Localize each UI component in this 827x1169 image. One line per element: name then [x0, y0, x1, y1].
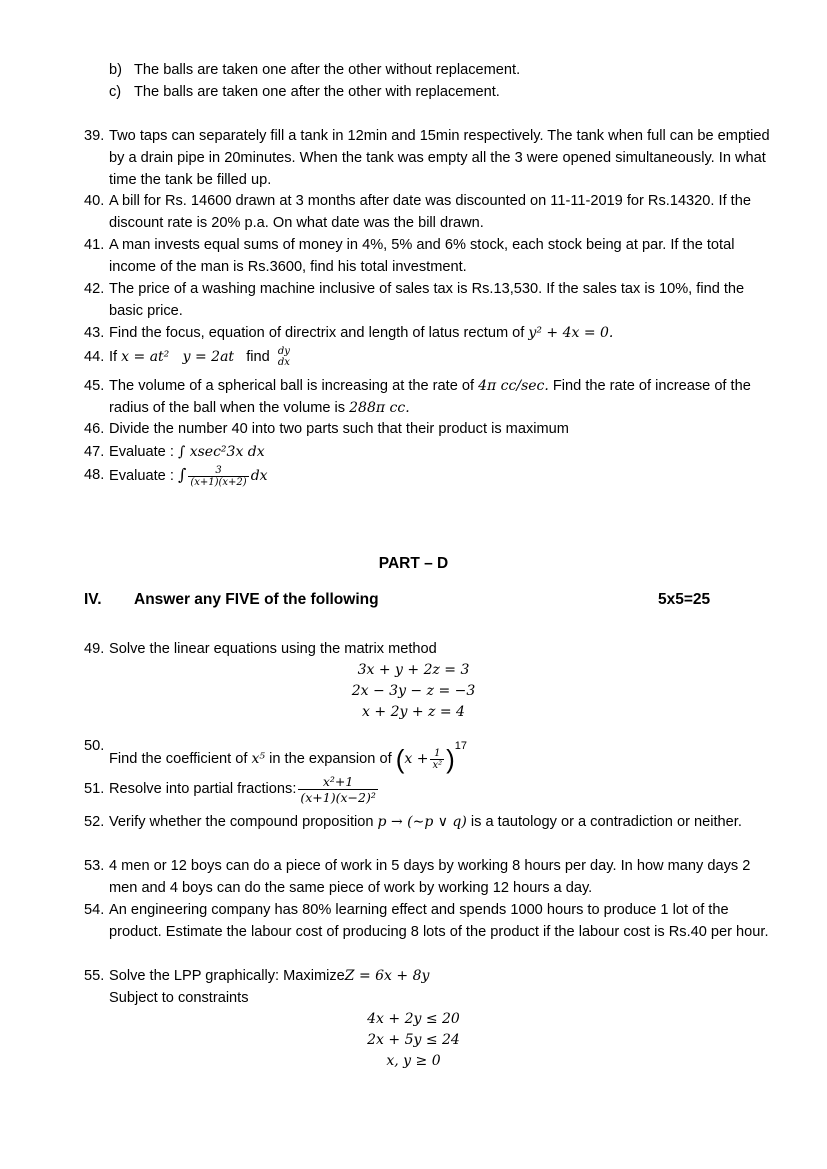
- subpart-text: The balls are taken one after the other without replacement.: [134, 62, 521, 78]
- math-expression: x = at² y = 2at: [121, 349, 235, 365]
- right-paren: ): [446, 744, 455, 775]
- fraction-denominator: x²: [432, 759, 443, 771]
- question-40: [84, 190, 774, 234]
- question-number: 51.: [84, 781, 105, 797]
- question-text: [84, 732, 774, 773]
- partial-fraction: [298, 774, 377, 805]
- question-body: Find the focus, equation of directrix and length of latus rectum of: [109, 325, 525, 341]
- question-number: 55.: [84, 968, 105, 984]
- question-body: is a tautology or a contradiction or neither.: [470, 814, 742, 830]
- fraction-numerator: dy: [277, 346, 290, 358]
- fraction-denominator: dx: [277, 357, 290, 369]
- question-46: [84, 418, 774, 440]
- question-prefix: If: [109, 349, 118, 365]
- question-text: Solve the linear equations using the matrix method: [109, 641, 437, 657]
- question-text: A man invests equal sums of money in 4%, 5% and 6% stock, each stock being at par. If the total income of the man is Rs.3600, find his total investment.: [109, 237, 735, 275]
- question-text: [84, 375, 774, 419]
- math-expression: dx: [250, 468, 268, 484]
- question-number: 45.: [84, 378, 105, 394]
- question-number: 54.: [84, 902, 105, 918]
- question-number: 47.: [84, 444, 105, 460]
- constraint-3: x, y ≥ 0: [386, 1053, 441, 1069]
- question-53: [84, 855, 774, 899]
- exponent: 17: [454, 740, 468, 752]
- question-text: A bill for Rs. 14600 drawn at 3 months after date was discounted on 11-11-2019 for Rs.14320. If the discount rate is 20% p.a. On what date was the bill drawn.: [109, 193, 751, 231]
- subpart-label: b): [109, 62, 122, 78]
- question-body: Verify whether the compound proposition: [109, 814, 374, 830]
- question-prefix: Evaluate :: [109, 444, 174, 460]
- math-expression: 288π cc.: [349, 400, 410, 416]
- question-42: [84, 278, 774, 322]
- math-expression: 4π cc/sec.: [478, 378, 549, 394]
- question-43: [84, 322, 774, 344]
- question-number: 44.: [84, 349, 105, 365]
- subpart-text: The balls are taken one after the other with replacement.: [134, 84, 500, 100]
- question-body: Find the rate of increase of the radius of the ball when the volume is: [109, 378, 751, 416]
- math-expression: y² + 4x = 0.: [528, 325, 614, 341]
- derivative-fraction: [276, 346, 292, 368]
- question-45: [84, 375, 774, 419]
- fraction-denominator: (x+1)(x−2)²: [300, 789, 376, 805]
- question-number: 53.: [84, 858, 105, 874]
- constraint-2: 2x + 5y ≤ 24: [367, 1032, 460, 1048]
- section-instruction: Answer any FIVE of the following: [134, 591, 379, 608]
- question-52: [84, 811, 774, 833]
- question-text: Two taps can separately fill a tank in 12min and 15min respectively. The tank when full can be emptied by a drain pipe in 20minutes. When the tank was empty all the 3 were opened simultaneously. In what time the tank be filled up.: [109, 128, 770, 188]
- math-expression: ∫ xsec²3x dx: [177, 444, 265, 460]
- question-44: [84, 346, 774, 368]
- question-number: 46.: [84, 421, 105, 437]
- math-expression: x⁵: [251, 751, 266, 767]
- subject-text: Subject to constraints: [109, 990, 249, 1006]
- part-title: PART – D: [378, 555, 449, 572]
- question-body: in the expansion of: [269, 751, 392, 767]
- section-roman: IV.: [84, 591, 102, 608]
- fraction-denominator: (x+1)(x+2): [190, 476, 247, 488]
- question-51: [84, 772, 774, 806]
- left-paren: (: [395, 744, 405, 775]
- question-41: [84, 234, 774, 278]
- subpart-label: c): [109, 84, 122, 100]
- integral-sign: ∫: [177, 465, 187, 484]
- question-text: 4 men or 12 boys can do a piece of work in 5 days by working 8 hours per day. In how many days 2 men and 4 boys can do the same piece of work by working 12 hours a day.: [109, 858, 751, 896]
- question-50: [84, 732, 774, 773]
- question-48: [84, 464, 774, 488]
- question-number: 41.: [84, 237, 105, 253]
- objective-function: Z = 6x + 8y: [344, 968, 430, 984]
- question-text: [84, 811, 774, 833]
- question-body: Solve the LPP graphically: Maximize: [109, 968, 345, 984]
- fraction-numerator: 3: [215, 464, 222, 476]
- fraction-numerator: 1: [434, 747, 441, 759]
- question-text: [84, 441, 774, 463]
- question-text: [84, 464, 774, 488]
- question-number: 48.: [84, 467, 105, 483]
- question-number: 40.: [84, 193, 105, 209]
- question-body: Find the coefficient of: [109, 751, 248, 767]
- question-47: [84, 441, 774, 463]
- equation-1: 3x + y + 2z = 3: [357, 662, 470, 678]
- question-number: 42.: [84, 281, 105, 297]
- question-text: [84, 322, 774, 344]
- question-54: [84, 899, 774, 943]
- question-55: [84, 965, 774, 987]
- fraction-numerator: x²+1: [322, 773, 354, 789]
- subpart-c: [109, 81, 500, 103]
- question-text: [84, 346, 774, 368]
- question-body: Resolve into partial fractions:: [109, 781, 297, 797]
- equation-2: 2x − 3y − z = −3: [351, 683, 476, 699]
- question-number: 52.: [84, 814, 105, 830]
- question-text: Divide the number 40 into two parts such that their product is maximum: [109, 421, 569, 437]
- question-body: The volume of a spherical ball is increasing at the rate of: [109, 378, 475, 394]
- question-number: 49.: [84, 641, 105, 657]
- math-expression: x +: [404, 751, 429, 767]
- question-number: 39.: [84, 128, 105, 144]
- question-number: 50.: [84, 738, 105, 754]
- question-text: [84, 772, 774, 806]
- math-expression: p → (∼p ∨ q): [377, 814, 467, 830]
- binomial-fraction: [430, 748, 444, 771]
- integrand-fraction: [188, 465, 248, 488]
- question-text: [84, 965, 774, 987]
- question-number: 43.: [84, 325, 105, 341]
- question-prefix: Evaluate :: [109, 468, 174, 484]
- equation-3: x + 2y + z = 4: [362, 704, 465, 720]
- question-text: The price of a washing machine inclusive of sales tax is Rs.13,530. If the sales tax is 10%, find the basic price.: [109, 281, 745, 319]
- question-49: [84, 638, 774, 660]
- question-39: [84, 125, 774, 191]
- find-label: find: [246, 349, 270, 365]
- question-text: An engineering company has 80% learning effect and spends 1000 hours to produce 1 lot of the product. Estimate the labour cost of producing 8 lots of the product if the labour cost is Rs.40 per hour.: [109, 902, 769, 940]
- subpart-b: [109, 59, 520, 81]
- section-marks: 5x5=25: [658, 591, 711, 608]
- subject-to-label: [109, 987, 249, 1009]
- constraint-1: 4x + 2y ≤ 20: [367, 1011, 460, 1027]
